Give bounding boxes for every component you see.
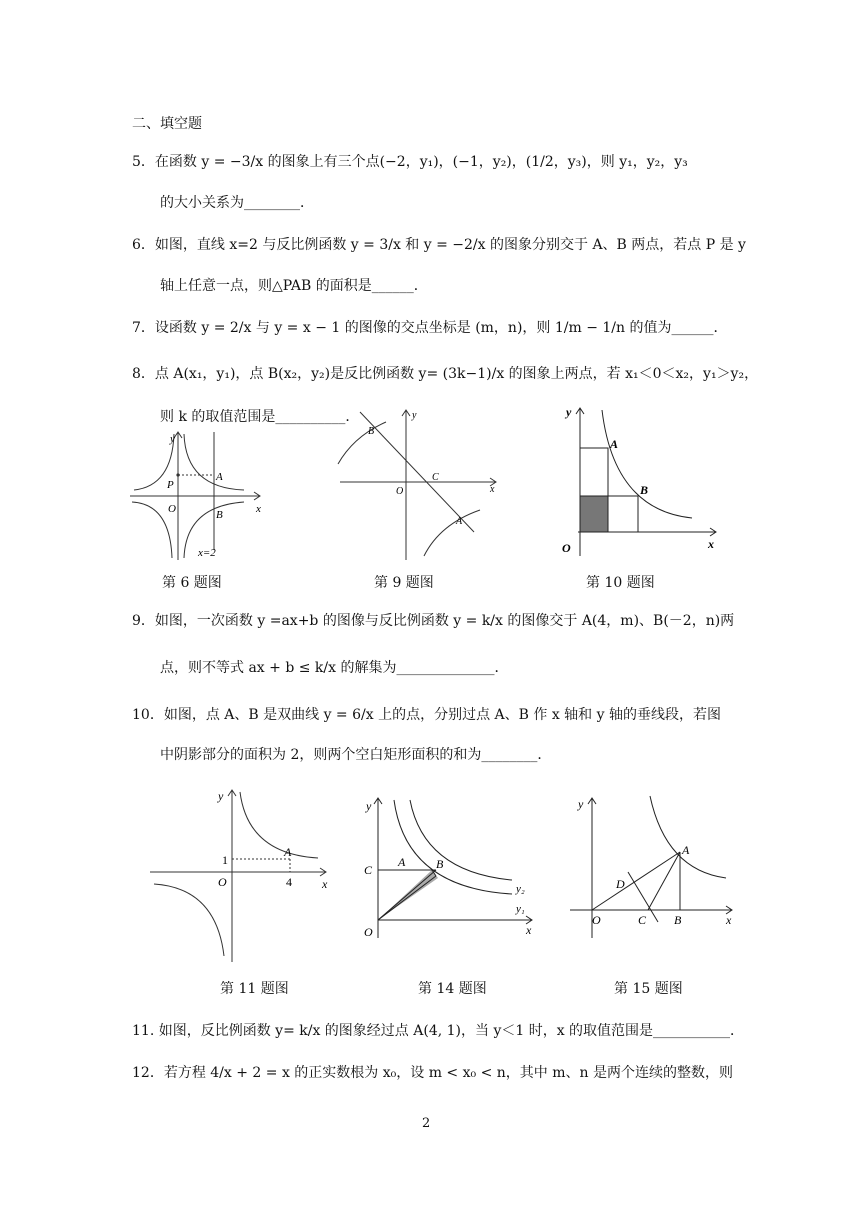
fig15-point-c: C [638, 913, 647, 927]
fig14-origin: O [364, 925, 373, 939]
fig6-point-p: P [167, 479, 174, 491]
caption-fig6: 第 6 题图 [162, 575, 222, 591]
question-5-line-1: 5．在函数 y = −3/x 的图象上有三个点(−2，y₁)，(−1，y₂)，(1/2，y₃)，则 y₁，y₂，y₃ [132, 154, 688, 170]
fig15-y-label: y [578, 797, 584, 811]
fig6-point-a: A [216, 471, 223, 483]
question-9-line-1: 9．如图，一次函数 y =ax+b 的图像与反比例函数 y = k/x 的图像交于 A(4，m)、B(－2，n)两 [132, 613, 735, 629]
question-8-line-1: 8．点 A(x₁，y₁)，点 B(x₂，y₂)是反比例函数 y= (3k−1)/x 的图象上两点，若 x₁＜0＜x₂，y₁＞y₂， [132, 366, 759, 382]
question-9-line-2: 点，则不等式 ax + b ≤ k/x 的解集为______________． [160, 660, 509, 676]
fig6-y-label: y [170, 433, 175, 445]
fig9-point-b: B [368, 426, 375, 437]
fig10-point-b: B [640, 483, 649, 497]
question-5-line-2: 的大小关系为________． [160, 195, 314, 211]
fig14-curve-y1: y₁ [516, 903, 525, 915]
fig10-origin: O [562, 541, 571, 555]
page-number: 2 [422, 1116, 431, 1131]
fig9-y-label: y [412, 410, 417, 421]
fig6-origin: O [168, 503, 176, 515]
fig15-point-d: D [616, 877, 625, 891]
fig9-origin: O [396, 486, 404, 497]
fig9-x-label: x [490, 484, 495, 495]
question-12-line-1: 12．若方程 4/x + 2 = x 的正实数根为 x₀，设 m < x₀ < n，其中 m、n 是两个连续的整数，则 [132, 1065, 733, 1081]
fig10-x-label: x [708, 537, 714, 551]
fig9-point-a: A [456, 516, 463, 527]
figure-9 [332, 404, 502, 564]
question-10-line-1: 10．如图，点 A、B 是双曲线 y = 6/x 上的点，分别过点 A、B 作 x 轴和 y 轴的垂线段，若图 [132, 707, 721, 723]
fig11-tick-4: 4 [286, 875, 292, 889]
fig15-point-b: B [674, 913, 682, 927]
fig10-y-label: y [566, 405, 572, 419]
fig10-point-a: A [610, 437, 619, 451]
fig9-point-c: C [432, 472, 439, 483]
fig14-x-label: x [526, 923, 532, 937]
figure-15 [566, 792, 736, 942]
fig11-point-a: A [284, 845, 292, 859]
caption-fig14: 第 14 题图 [418, 981, 487, 997]
figure-6 [126, 428, 266, 563]
figure-11 [150, 784, 340, 964]
fig14-point-a: A [398, 855, 406, 869]
caption-fig15: 第 15 题图 [614, 981, 683, 997]
question-11-line-1: 11. 如图，反比例函数 y= k/x 的图象经过点 A(4, 1)，当 y＜1 时，x 的取值范围是___________． [132, 1023, 745, 1039]
fig14-point-b: B [436, 857, 444, 871]
fig14-point-c: C [364, 863, 373, 877]
fig6-point-b: B [216, 509, 223, 521]
fig6-line-label: x=2 [198, 547, 216, 559]
fig11-y-label: y [218, 789, 224, 803]
fig15-x-label: x [726, 913, 732, 927]
fig15-point-a: A [682, 843, 690, 857]
caption-fig10: 第 10 题图 [586, 575, 655, 591]
question-7-line-1: 7．设函数 y = 2/x 与 y = x − 1 的图像的交点坐标是 (m，n)，则 1/m − 1/n 的值为______． [132, 320, 728, 336]
fig11-tick-1: 1 [222, 853, 228, 867]
fig11-x-label: x [322, 877, 328, 891]
figure-14 [360, 792, 540, 942]
question-6-line-1: 6．如图，直线 x=2 与反比例函数 y = 3/x 和 y = −2/x 的图象分别交于 A、B 两点，若点 P 是 y [132, 237, 746, 253]
fig14-y-label: y [366, 799, 372, 813]
question-6-line-2: 轴上任意一点，则△PAB 的面积是______． [160, 278, 428, 294]
question-8-line-2: 则 k 的取值范围是__________． [160, 409, 360, 425]
figure-10 [552, 400, 722, 560]
caption-fig11: 第 11 题图 [220, 981, 289, 997]
question-10-line-2: 中阴影部分的面积为 2，则两个空白矩形面积的和为________． [160, 747, 552, 763]
fig6-x-label: x [256, 503, 261, 515]
fig15-origin: O [592, 913, 601, 927]
fig14-curve-y2: y₂ [516, 883, 525, 895]
section-title: 二、填空题 [132, 116, 202, 132]
fig11-origin: O [218, 875, 227, 889]
caption-fig9: 第 9 题图 [374, 575, 434, 591]
